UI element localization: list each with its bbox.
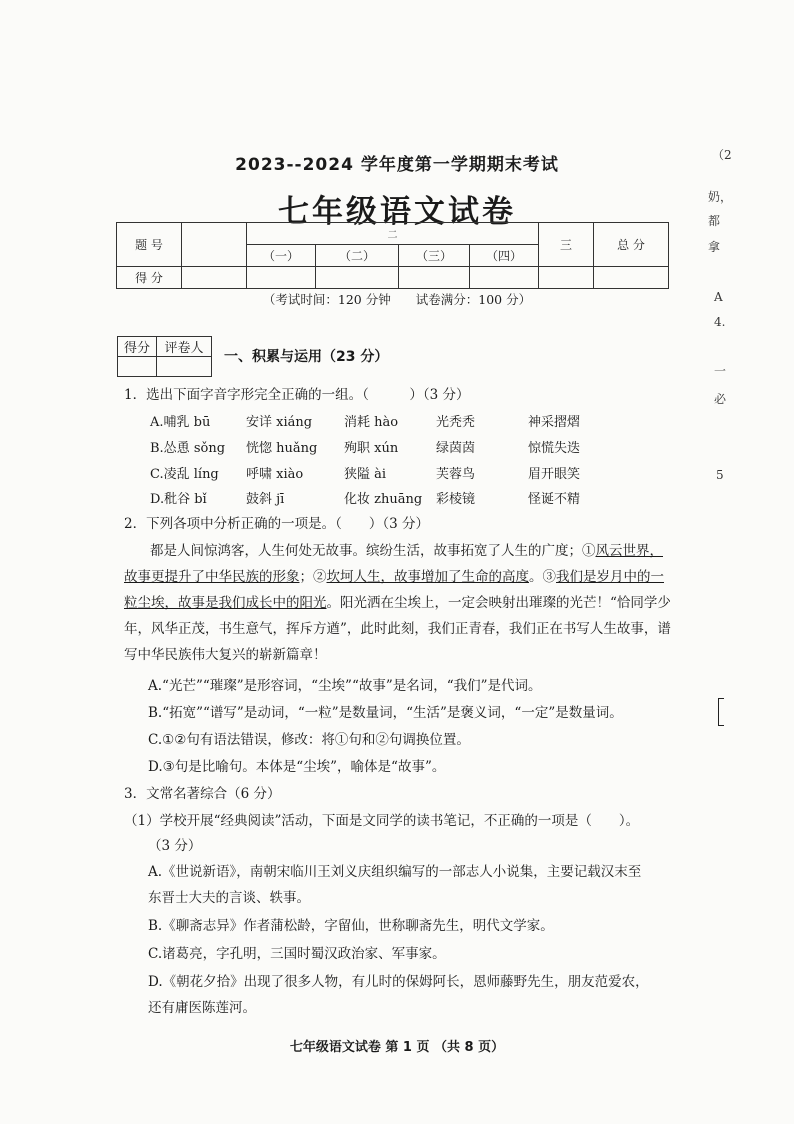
side-fragment: （2 [712,148,732,162]
q3-option-a-cont: 东晋士大夫的言谈、轶事。 [148,890,310,906]
side-fragment: 拿 [708,240,721,254]
exam-info: （考试时间：120 分钟 试卷满分：100 分） [262,292,532,307]
side-fragment: A [714,290,723,304]
score-cell[interactable] [399,267,470,289]
score-table [116,222,669,289]
q1-b-5: 惊慌失迭 [528,441,581,456]
score-cell[interactable] [247,267,316,289]
q1-a-5: 神采摺熠 [528,415,581,430]
q2-sentence-1: 风云世界，故事更提升了中华民族的形象 [124,543,663,585]
q1-a-1: A.哺乳 bū [150,415,211,430]
q1-stem: 1．选出下面字音字形完全正确的一组。（ ）（3 分） [124,387,470,403]
q2-option-a: A.“光芒”“璀璨”是形容词，“尘埃”“故事”是名词，“我们”是代词。 [148,678,542,694]
part-two-header: 二 [247,223,539,245]
q2-option-b: B.“拓宽”“谱写”是动词，“一粒”是数量词，“生活”是褒义词，“一定”是数量词。 [148,705,623,721]
subpart-2: （二） [316,245,399,267]
paper-title: 七年级语文试卷 [278,194,516,230]
side-bracket [718,698,724,726]
subpart-4: （四） [470,245,539,267]
score-cell[interactable] [182,267,247,289]
grader-score-cell[interactable] [118,357,157,377]
q1-a-3: 消耗 hào [344,415,399,430]
q3-option-a: A.《世说新语》，南朝宋临川王刘义庆组织编写的一部志人小说集，主要记载汉末至 [148,864,642,880]
row-label-question-no: 题 号 [117,223,182,267]
q1-d-3: 化妆 zhuāng [344,492,423,507]
q2-passage-a: 都是人间惊鸿客，人生何处无故事。缤纷生活，故事拓宽了人生的广度；① [150,543,596,559]
q3-sub1-stem: （1）学校开展“经典阅读”活动，下面是文同学的读书笔记，不正确的一项是（ ）。 [124,813,640,829]
q2-sentence-2: 坎坷人生，故事增加了生命的高度 [326,569,529,585]
q1-d-1: D.秕谷 bǐ [150,492,207,507]
q3-title: 3．文常名著综合（6 分） [124,786,281,802]
part-one-header [182,223,247,267]
q1-c-1: C.凌乱 líng [150,467,219,482]
section-one-title: 一、积累与运用（23 分） [224,349,389,365]
subpart-1: （一） [247,245,316,267]
side-fragment: 4. [714,315,726,329]
side-fragment: 奶， [708,190,733,204]
q1-a-2: 安详 xiáng [246,415,313,430]
q2-stem: 2．下列各项中分析正确的一项是。（ ）（3 分） [124,516,429,532]
grader-name-cell[interactable] [157,357,212,377]
q2-sentence-3: 我们是岁月中的一粒尘埃，故事是我们成长中的阳光 [124,569,664,611]
grader-box [117,336,212,377]
q3-sub1-points: （3 分） [148,838,202,854]
grader-score-label: 得分 [118,337,157,357]
q3-option-d-cont: 还有庸医陈莲河。 [148,1000,256,1016]
total-header: 总 分 [594,223,669,267]
side-fragment: 一 [714,364,727,378]
q2-passage-g: 。阳光洒在尘埃上，一定会映射出璀璨的光芒！“恰同学少年，风华正茂，书生意气，挥斥方遒”，此时此刻，我们正青春，我们正在书写人生故事，谱写中华民族伟大复兴的崭新篇章！ [124,595,671,663]
score-cell[interactable] [316,267,399,289]
q1-c-5: 眉开眼笑 [528,467,581,482]
q1-b-4: 绿茵茵 [436,441,476,456]
q3-option-b: B.《聊斋志异》作者蒲松龄，字留仙，世称聊斋先生，明代文学家。 [148,918,554,934]
q2-passage [124,538,672,668]
grader-name-label: 评卷人 [157,337,212,357]
q1-c-2: 呼啸 xiào [246,467,304,482]
score-cell[interactable] [539,267,594,289]
side-fragment: 5 [716,468,724,482]
side-fragment: 必 [714,392,727,406]
q1-c-3: 狭隘 ài [344,467,387,482]
q1-d-5: 怪诞不精 [528,492,581,507]
q1-b-2: 恍惚 huǎng [246,441,318,456]
q2-passage-e: 。③ [529,569,556,585]
q2-passage-c: ；② [299,569,327,585]
page-footer: 七年级语文试卷 第 1 页 （共 8 页） [289,1040,505,1055]
q2-option-d: D.③句是比喻句。本体是“尘埃”，喻体是“故事”。 [148,759,446,775]
q3-option-d: D.《朝花夕拾》出现了很多人物，有儿时的保姆阿长，恩师藤野先生，朋友范爱农， [148,974,649,990]
subpart-3: （三） [399,245,470,267]
q1-d-2: 鼓斜 jī [246,492,285,507]
q3-option-c: C.诸葛亮，字孔明，三国时蜀汉政治家、军事家。 [148,946,446,962]
side-fragment: 都 [708,214,721,228]
part-three-header: 三 [539,223,594,267]
row-label-score: 得 分 [117,267,182,289]
score-cell[interactable] [594,267,669,289]
exam-title: 2023--2024 学年度第一学期期末考试 [235,155,559,175]
score-cell[interactable] [470,267,539,289]
q1-a-4: 光秃秃 [436,415,476,430]
q1-b-3: 殉职 xún [344,441,399,456]
q1-d-4: 彩棱镜 [436,492,476,507]
q1-c-4: 芙蓉鸟 [436,467,476,482]
q2-option-c: C.①②句有语法错误，修改：将①句和②句调换位置。 [148,732,470,748]
q1-b-1: B.怂恿 sǒng [150,441,226,456]
